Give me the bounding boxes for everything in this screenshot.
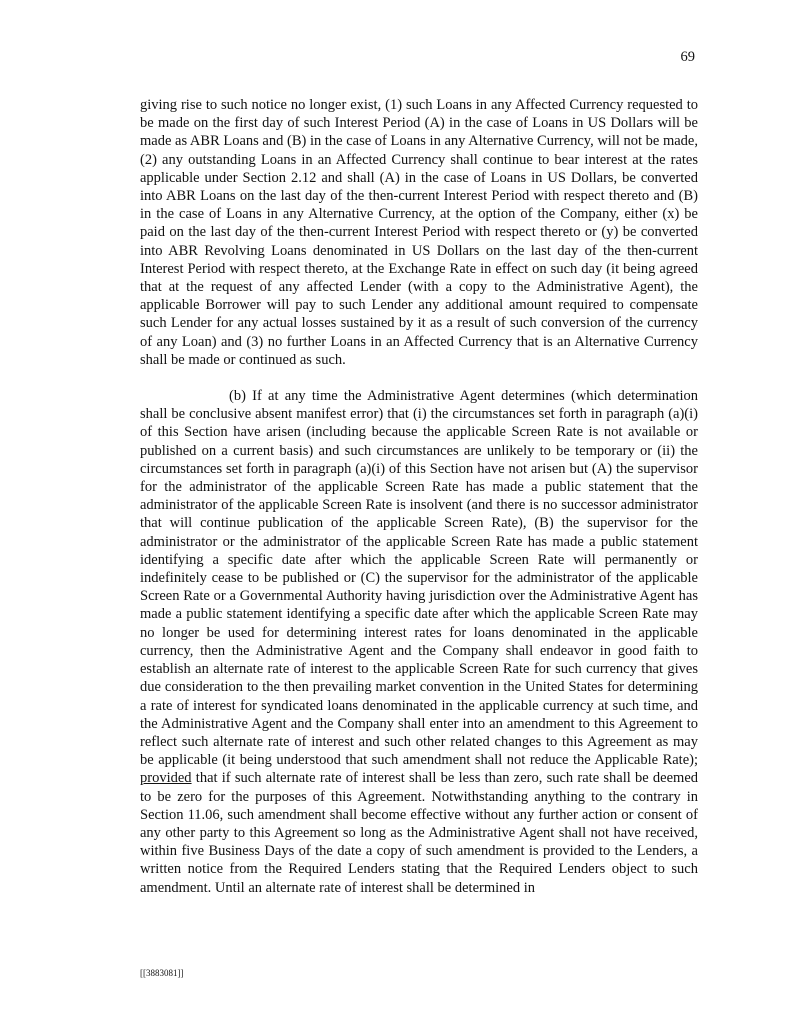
paragraph-b-text-before: If at any time the Administrative Agent determines (which determination shall be conclusive absent manifest error) that (i) the circumstances set forth in paragraph (a)(i) of this Section have arisen (including because the applicable Screen Rate is not available or published on a current basis) and such circumstances are unlikely to be temporary or (ii) the circumstances set forth in paragraph (a)(i) of this Section have not arisen but (A) the supervisor for the administrator of the applicable Screen Rate has made a public statement that the administrator of the applicable Screen Rate is insolvent (and there is no successor administrator that will continue publication of the applicable Screen Rate), (B) the supervisor for the administrator or the administrator of the applicable Screen Rate has made a public statement identifying a specific date after which the applicable Screen Rate will permanently or indefinitely cease to be published or (C) the supervisor for the administrator of the applicable Screen Rate or a Governmental Authority having jurisdiction over the Administrative Agent has made a public statement identifying a specific date after which the applicable Screen Rate may no longer be used for determining interest rates for loans denominated in the applicable currency, then the Administrative Agent and the Company shall endeavor in good faith to establish an alternate rate of interest to the applicable Screen Rate for such currency that gives due consideration to the then prevailing market convention in the United States for determining a rate of interest for syndicated loans denominated in the applicable currency at such time, and the Administrative Agent and the Company shall enter into an amendment to this Agreement to reflect such alternate rate of interest and such other related changes to this Agreement as may be applicable (it being understood that such amendment shall not reduce the Applicable Rate); (140, 388, 698, 769)
paragraph-b-label: (b) (229, 388, 246, 405)
document-body (140, 96, 698, 897)
document-id-footer: [[3883081]] (140, 968, 184, 978)
paragraph-b (140, 387, 698, 897)
page-number: 69 (680, 49, 695, 65)
paragraph-b-text-after: that if such alternate rate of interest shall be less than zero, such rate shall be deemed to be zero for the purposes of this Agreement. Notwithstanding anything to the contrary in Section 11.06, such amendment shall become effective without any further action or consent of any other party to this Agreement so long as the Administrative Agent shall not have received, within five Business Days of the date a copy of such amendment is provided to the Lenders, a written notice from the Required Lenders stating that the Required Lenders object to such amendment. Until an alternate rate of interest shall be determined in (140, 770, 699, 896)
paragraph-a: giving rise to such notice no longer exist, (1) such Loans in any Affected Currency requested to be made on the first day of such Interest Period (A) in the case of Loans in US Dollars will be made as ABR Loans and (B) in the case of Loans in any Alternative Currency, will not be made, (2) any outstanding Loans in an Affected Currency shall continue to bear interest at the rates applicable under Section 2.12 and shall (A) in the case of Loans in US Dollars, be converted into ABR Loans on the last day of the then-current Interest Period with respect thereto and (B) in the case of Loans in any Alternative Currency, at the option of the Company, either (x) be paid on the last day of the then-current Interest Period with respect thereto or (y) be converted into ABR Revolving Loans denominated in US Dollars on the last day of the then-current Interest Period with respect thereto, at the Exchange Rate in effect on such day (it being agreed that at the request of any affected Lender (with a copy to the Administrative Agent), the applicable Borrower will pay to such Lender any additional amount required to compensate such Lender for any actual losses sustained by it as a result of such conversion of the currency of any Loan) and (3) no further Loans in an Affected Currency that is an Alternative Currency shall be made or continued as such. (140, 97, 698, 368)
provided-term: provided (140, 770, 192, 787)
